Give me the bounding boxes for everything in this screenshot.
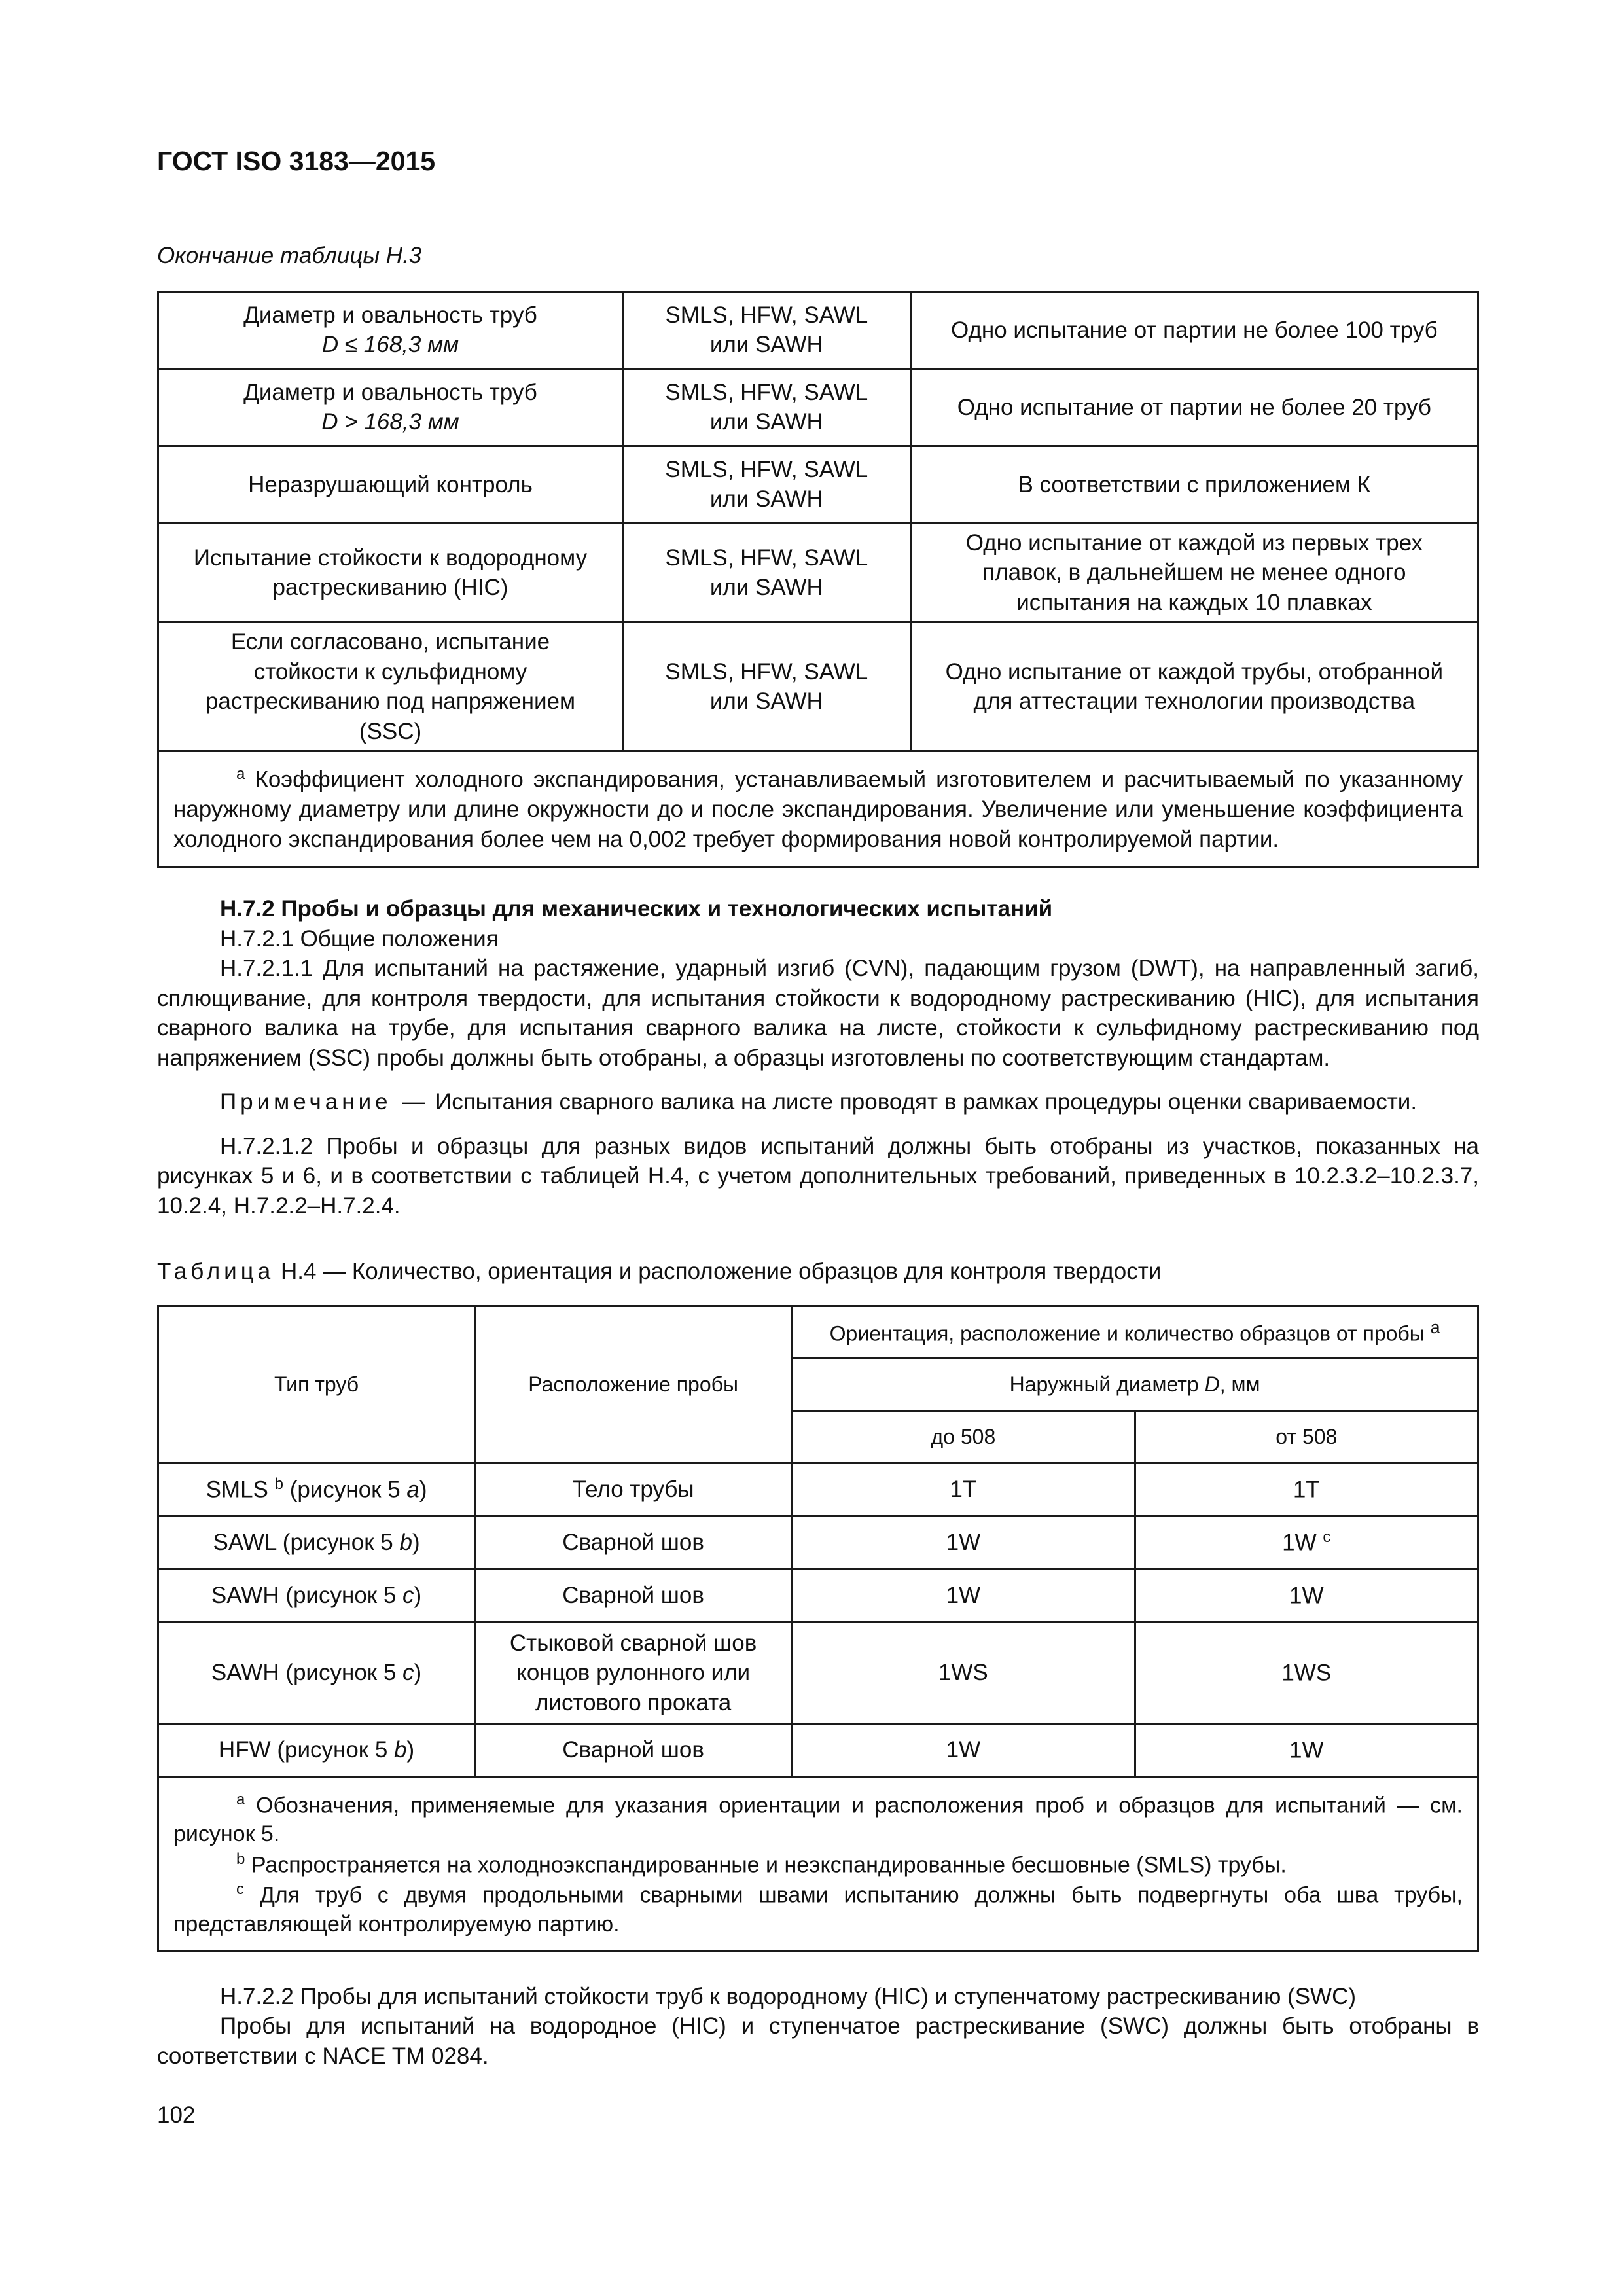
page: [157, 144, 1479, 2130]
footnote: $^c$ Для труб с двумя продольными сварными швами испытанию должны быть подвергнуты оба шва трубы, представляющей контролируемую партию.: [173, 1880, 1463, 1937]
table-cell: 1W $^c$: [1135, 1516, 1478, 1569]
table-cell: 1W: [792, 1723, 1135, 1776]
footnote: $^b$ Распространяется на холодноэкспандированные и неэкспандированные бесшовные (SMLS) трубы.: [236, 1850, 1287, 1877]
footnote: $^a$ Обозначения, применяемые для указания ориентации и расположения проб и образцов для испытаний — см. рисунок 5.: [173, 1790, 1463, 1847]
table-cell: Если согласовано, испытание стойкости к сульфидному растрескиванию под напряжением (SSC): [158, 622, 623, 751]
table-cell: SMLS, HFW, SAWL или SAWH: [622, 622, 910, 751]
table-cell: Тело трубы: [475, 1463, 792, 1516]
table-cell: 1T: [1135, 1463, 1478, 1516]
table-cell: Диаметр и овальность труб D > 168,3 мм: [158, 368, 623, 446]
column-header-pipe-type: Тип труб: [158, 1306, 475, 1463]
table-cell: 1W: [792, 1516, 1135, 1569]
paragraph: Н.7.2.1.2 Пробы и образцы для разных видов испытаний должны быть отобраны из участков, показанных на рисунках 5 и 6, и в соответствии с таблицей Н.4, с учетом дополнительных требований, приведенных в 10.2.3.2–10.2.3.7, 10.2.4, Н.7.2.2–Н.7.2.4.: [157, 1133, 1479, 1219]
table-cell: Диаметр и овальность труб D ≤ 168,3 мм: [158, 291, 623, 368]
paragraph: Пробы для испытаний на водородное (HIC) и ступенчатое растрескивание (SWC) должны быть отобраны в соответствии с NACE TM 0284.: [157, 2013, 1479, 2069]
table-h4: [157, 1305, 1479, 1952]
paragraph: Н.7.2.1.1 Для испытаний на растяжение, ударный изгиб (CVN), падающим грузом (DWT), на направленный загиб, сплющивание, для контроля твердости, для испытания стойкости к водородному растрескиванию (HIC), для испытания сварного валика на трубе, для испытания сварного валика на листе, стойкости к сульфидному растрескиванию под напряжением (SSC) пробы должны быть отобраны, а образцы изготовлены по соответствующим стандартам.: [157, 956, 1479, 1071]
table-row: [158, 622, 1478, 751]
table-cell: 1W: [1135, 1569, 1478, 1622]
table-h4-caption: Таблица Н.4 — Количество, ориентация и расположение образцов для контроля твердости: [157, 1259, 1162, 1285]
table-cell: Одно испытание от партии не более 20 труб: [910, 368, 1478, 446]
table-cell: SMLS, HFW, SAWL или SAWH: [622, 446, 910, 523]
table-row: [158, 1569, 1478, 1622]
table-cell: 1T: [792, 1463, 1135, 1516]
section-h722: [157, 1982, 1479, 2072]
page-number: 102: [157, 2102, 196, 2128]
table-cell: Одно испытание от партии не более 100 труб: [910, 291, 1478, 368]
table-cell: Испытание стойкости к водородному растрескиванию (HIC): [158, 523, 623, 622]
table-cell: 1WS: [1135, 1622, 1478, 1723]
table-cell: 1W: [792, 1569, 1135, 1622]
table-cell: SAWL (рисунок 5 b): [158, 1516, 475, 1569]
table-cell: HFW (рисунок 5 b): [158, 1723, 475, 1776]
column-header-orientation: Ориентация, расположение и количество образцов от пробы $^a$: [792, 1306, 1478, 1358]
table-row: [158, 446, 1478, 523]
table-footnote: $^a$ Коэффициент холодного экспандирования, устанавливаемый изготовителем и расчитываемый по указанному наружному диаметру или длине окружности до и после экспандирования. Увеличение или уменьшение коэффициента холодного экспандирования более чем на 0,002 требует формирования новой контролируемой партии.: [158, 751, 1478, 867]
table-cell: Неразрушающий контроль: [158, 446, 623, 523]
table-row: [158, 523, 1478, 622]
table-row: [158, 368, 1478, 446]
column-header-outer-diameter: Наружный диаметр D, мм: [792, 1358, 1478, 1410]
document-header: ГОСТ ISO 3183—2015: [157, 146, 436, 176]
table-footnote-row: [158, 751, 1478, 867]
table-row: [158, 1622, 1478, 1723]
table-cell: 1WS: [792, 1622, 1135, 1723]
table-row: [158, 1516, 1478, 1569]
table-h3: [157, 291, 1479, 869]
table-row: [158, 1463, 1478, 1516]
table-cell: Одно испытание от каждой трубы, отобранной для аттестации технологии производства: [910, 622, 1478, 751]
column-header-small: до 508: [792, 1410, 1135, 1463]
table-cell: SAWH (рисунок 5 c): [158, 1569, 475, 1622]
table-cell: SMLS, HFW, SAWL или SAWH: [622, 368, 910, 446]
table-cell: Сварной шов: [475, 1516, 792, 1569]
table-h3-caption: Окончание таблицы Н.3: [157, 243, 422, 269]
section-subheading: Н.7.2.1 Общие положения: [220, 925, 499, 952]
column-header-large: от 508: [1135, 1410, 1478, 1463]
table-cell: Одно испытание от каждой из первых трех плавок, в дальнейшем не менее одного испытания на каждых 10 плавках: [910, 523, 1478, 622]
table-cell: SAWH (рисунок 5 c): [158, 1622, 475, 1723]
column-header-location: Расположение пробы: [475, 1306, 792, 1463]
table-footnote-row: [158, 1776, 1478, 1951]
table-cell: В соответствии с приложением К: [910, 446, 1478, 523]
table-row: [158, 291, 1478, 368]
table-cell: SMLS $^b$ (рисунок 5 a): [158, 1463, 475, 1516]
table-cell: 1W: [1135, 1723, 1478, 1776]
section-heading: Н.7.2 Пробы и образцы для механических и технологических испытаний: [220, 896, 1053, 922]
section-h72: [157, 894, 1479, 1221]
note: Примечание — Испытания сварного валика на листе проводят в рамках процедуры оценки свариваемости.: [220, 1089, 1418, 1115]
table-cell: SMLS, HFW, SAWL или SAWH: [622, 291, 910, 368]
table-cell: Стыковой сварной шов концов рулонного или листового проката: [475, 1622, 792, 1723]
table-footnotes: [158, 1776, 1478, 1951]
table-cell: Сварной шов: [475, 1569, 792, 1622]
table-row: [158, 1723, 1478, 1776]
table-header-row: [158, 1306, 1478, 1358]
table-cell: SMLS, HFW, SAWL или SAWH: [622, 523, 910, 622]
table-cell: Сварной шов: [475, 1723, 792, 1776]
paragraph: Н.7.2.2 Пробы для испытаний стойкости труб к водородному (HIC) и ступенчатому растрескиванию (SWC): [220, 1983, 1357, 2009]
